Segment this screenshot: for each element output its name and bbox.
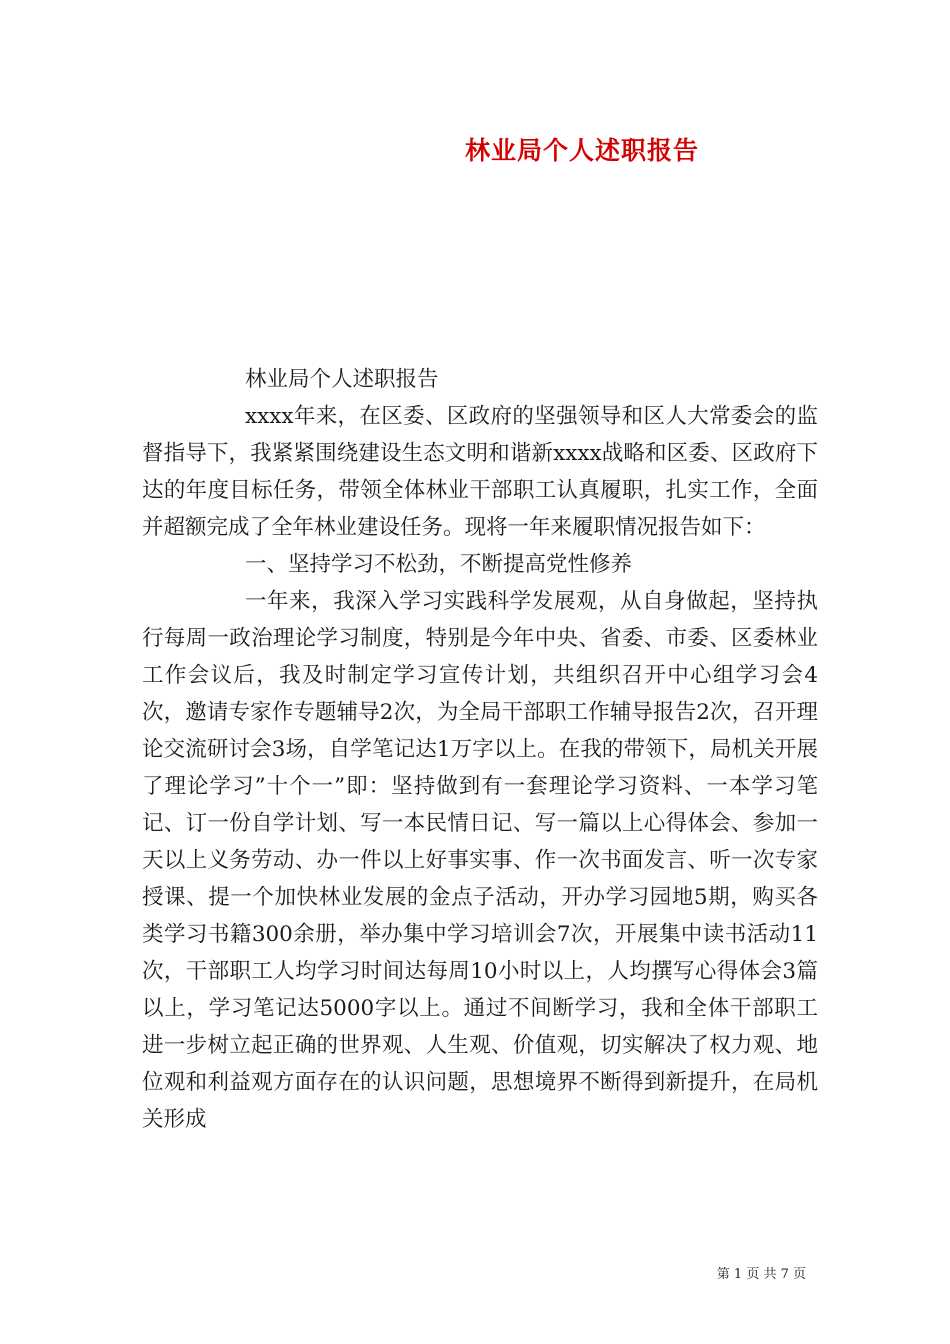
document-body (142, 361, 818, 1138)
paragraph-intro: xxxx年来，在区委、区政府的坚强领导和区人大常委会的监督指导下，我紧紧围绕建设生态文明和谐新xxxx战略和区委、区政府下达的年度目标任务，带领全体林业干部职工认真履职，扎实工作，全面并超额完成了全年林业建设任务。现将一年来履职情况报告如下： (142, 404, 818, 540)
document-title: 林业局个人述职报告 (464, 136, 699, 165)
paragraph-study: 一年来，我深入学习实践科学发展观，从自身做起，坚持执行每周一政治理论学习制度，特别是今年中央、省委、市委、区委林业工作会议后，我及时制定学习宣传计划，共组织召开中心组学习会4次，邀请专家作专题辅导2次，为全局干部职工作辅导报告2次，召开理论交流研讨会3场，自学笔记达1万字以上。在我的带领下，局机关开展了理论学习”十个一”即：坚持做到有一套理论学习资料、一本学习笔记、订一份自学计划、写一本民情日记、写一篇以上心得体会、参加一天以上义务劳动、办一件以上好事实事、作一次书面发言、听一次专家授课、提一个加快林业发展的金点子活动，开办学习园地5期，购买各类学习书籍300余册，举办集中学习培训会7次，开展集中读书活动11次，干部职工人均学习时间达每周10小时以上，人均撰写心得体会3篇以上，学习笔记达5000字以上。通过不间断学习，我和全体干部职工进一步树立起正确的世界观、人生观、价值观，切实解决了权力观、地位观和利益观方面存在的认识问题，思想境界不断得到新提升，在局机关形成 (142, 589, 818, 1132)
section-heading-1: 一、坚持学习不松劲，不断提高党性修养 (245, 552, 633, 577)
document-subtitle: 林业局个人述职报告 (245, 367, 439, 392)
page-number: 第 1 页 共 7 页 (716, 1267, 806, 1282)
